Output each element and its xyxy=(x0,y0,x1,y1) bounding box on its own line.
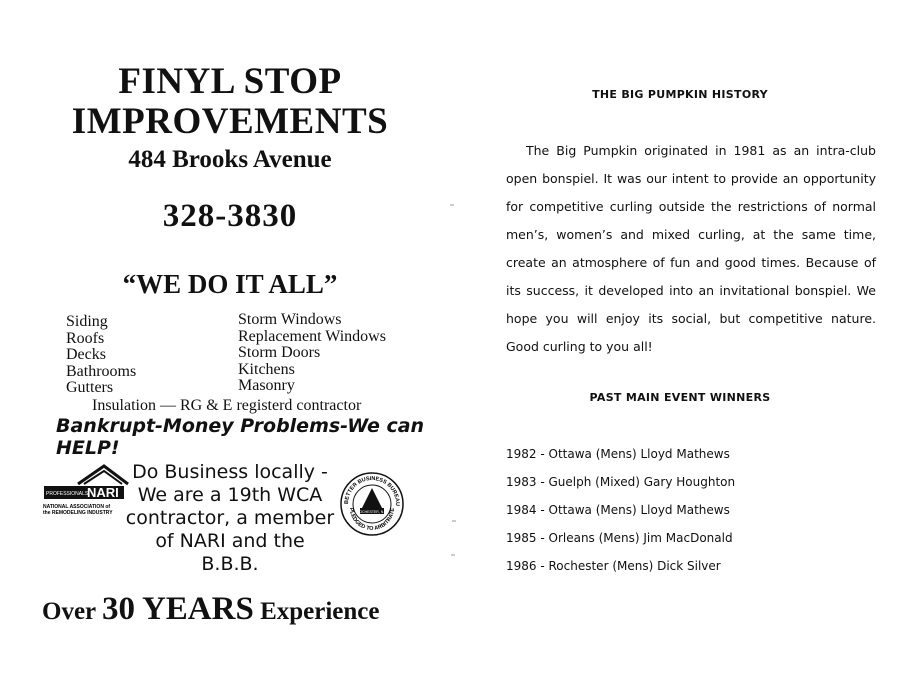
service-item: Storm Windows xyxy=(238,311,342,328)
services-right-list xyxy=(238,312,386,395)
scan-speck xyxy=(451,554,455,556)
service-item: Roofs xyxy=(66,329,105,347)
winners-heading: PAST MAIN EVENT WINNERS xyxy=(589,391,771,404)
winners-list xyxy=(506,444,735,584)
service-item: Replacement Windows xyxy=(238,327,386,345)
service-item: Kitchens xyxy=(238,360,295,378)
winner-item: 1986 - Rochester (Mens) Dick Silver xyxy=(506,559,721,573)
scan-speck xyxy=(450,204,454,206)
service-item: Bathrooms xyxy=(66,362,137,380)
ad-slogan: “WE DO IT ALL” xyxy=(122,269,338,299)
experience-big: 30 YEARS xyxy=(101,591,254,627)
business-text xyxy=(124,461,336,576)
nari-small-text: PROFESSIONALS xyxy=(46,491,89,497)
experience-pre: Over xyxy=(42,598,96,625)
service-item: Decks xyxy=(66,346,106,363)
winner-item: 1982 - Ottawa (Mens) Lloyd Mathews xyxy=(506,447,730,461)
bankrupt-line: Bankrupt-Money Problems-We can HELP! xyxy=(56,415,425,459)
bbb-center-text: ROCHESTER, N.Y. xyxy=(356,510,388,514)
scan-speck xyxy=(452,520,456,522)
business-line: Do Business locally - xyxy=(132,461,328,483)
nari-caption-1: NATIONAL ASSOCIATION of xyxy=(43,504,111,510)
bbb-seal xyxy=(338,470,406,538)
service-item: Masonry xyxy=(238,377,295,394)
winner-item: 1984 - Ottawa (Mens) Lloyd Mathews xyxy=(506,503,730,517)
business-line: of NARI and the B.B.B. xyxy=(155,530,305,575)
experience-post: Experience xyxy=(260,598,380,625)
experience-line xyxy=(42,591,380,628)
ad-address: 484 Brooks Avenue xyxy=(128,146,332,173)
ad-title-line1: FINYL STOP xyxy=(118,61,342,102)
nari-logo xyxy=(40,462,130,518)
history-paragraph-text: The Big Pumpkin originated in 1981 as an intra-club open bonspiel. It was our intent to provide an opportunity for competitive curling outside the restrictions of normal men’s, women’s and mixed curling, at the same time, create an atmosphere of fun and good times. Because of its success, it developed into an invitational bonspiel. We hope you will enjoy its social, but competitive nature. Good curling to you all! xyxy=(506,143,876,354)
winner-item: 1985 - Orleans (Mens) Jim MacDonald xyxy=(506,531,733,545)
business-line: We are a 19th WCA xyxy=(137,484,323,506)
big-pumpkin-history-page xyxy=(460,0,900,697)
business-line: contractor, a member xyxy=(125,507,335,529)
winner-item: 1983 - Guelph (Mixed) Gary Houghton xyxy=(506,475,736,489)
service-item: Siding xyxy=(66,313,108,330)
service-item: Gutters xyxy=(66,379,114,396)
nari-word: NARI xyxy=(87,485,119,500)
history-heading: THE BIG PUMPKIN HISTORY xyxy=(592,88,768,101)
ad-phone: 328-3830 xyxy=(162,198,298,234)
insulation-line: Insulation — RG & E registerd contractor xyxy=(92,397,362,414)
bbb-bottom-text: PLEDGED TO ARBITRATE xyxy=(347,507,397,533)
bbb-top-text: BETTER BUSINESS BUREAU xyxy=(343,475,401,506)
services-left-list xyxy=(66,314,136,397)
history-paragraph xyxy=(506,137,876,361)
service-item: Storm Doors xyxy=(238,344,321,361)
ad-title-line2: IMPROVEMENTS xyxy=(71,101,389,142)
nari-caption-2: the REMODELING INDUSTRY xyxy=(43,510,113,516)
